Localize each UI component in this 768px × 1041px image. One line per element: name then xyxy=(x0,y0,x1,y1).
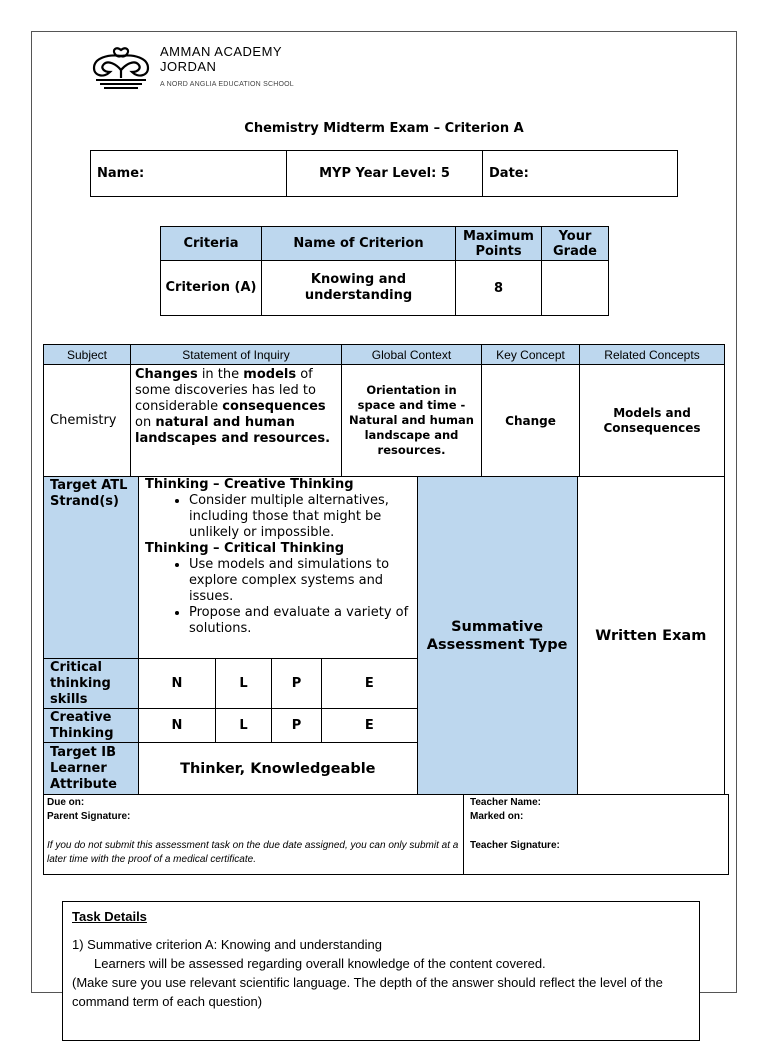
soi-consequences: consequences xyxy=(222,399,326,414)
critical-level-p[interactable]: P xyxy=(272,659,322,709)
critical-thinking-list xyxy=(145,557,411,637)
unit-table xyxy=(43,344,725,477)
exam-title: Chemistry Midterm Exam – Criterion A xyxy=(244,121,524,136)
year-level-label: MYP Year Level: 5 xyxy=(287,151,483,197)
school-name-line1: AMMAN ACADEMY xyxy=(160,44,283,59)
your-grade-header: Your Grade xyxy=(542,227,609,261)
task-line-1: 1) Summative criterion A: Knowing and understanding xyxy=(72,937,383,952)
task-line-3: (Make sure you use relevant scientific language. The depth of the answer should reflect the level of the command term of each question) xyxy=(72,975,663,1009)
marked-on-label: Marked on: xyxy=(470,811,524,822)
critical-level-l[interactable]: L xyxy=(216,659,272,709)
max-points-value: 8 xyxy=(456,261,542,316)
learner-attribute-value: Thinker, Knowledgeable xyxy=(139,743,418,795)
subject-value: Chemistry xyxy=(44,365,131,477)
soi-natural: natural and human landscapes and resources. xyxy=(135,415,331,446)
criterion-name: Knowing and understanding xyxy=(262,261,456,316)
criterion-name-header: Name of Criterion xyxy=(262,227,456,261)
student-submission-cell xyxy=(44,795,464,875)
creative-bullet-1: • Consider multiple alternatives, including those that might be unlikely or impossible. xyxy=(189,493,411,541)
atl-table xyxy=(43,476,725,795)
teacher-name-label: Teacher Name: xyxy=(470,797,541,808)
related-concepts-header: Related Concepts xyxy=(580,345,725,365)
creative-thinking-heading: Thinking – Creative Thinking xyxy=(145,477,354,492)
creative-thinking-list xyxy=(145,493,411,541)
signature-table xyxy=(43,794,729,875)
soi-models: models xyxy=(243,367,297,382)
statement-of-inquiry xyxy=(131,365,342,477)
student-info-table xyxy=(90,150,678,197)
soi-text1: in the xyxy=(197,367,244,382)
due-on-label: Due on: xyxy=(47,797,85,808)
soi-changes: Changes xyxy=(135,367,198,382)
critical-thinking-heading: Thinking – Critical Thinking xyxy=(145,541,345,556)
parent-signature-label: Parent Signature: xyxy=(47,811,131,822)
summative-assessment-label: Summative Assessment Type xyxy=(417,477,577,795)
creative-level-n[interactable]: N xyxy=(139,709,216,743)
name-field[interactable]: Name: xyxy=(91,151,287,197)
criterion-label: Criterion (A) xyxy=(161,261,262,316)
critical-bullet-1: • Use models and simulations to explore complex systems and issues. xyxy=(189,557,411,605)
school-crest-icon xyxy=(88,44,154,92)
critical-level-e[interactable]: E xyxy=(322,659,418,709)
task-details-content xyxy=(72,907,688,1011)
critical-level-n[interactable]: N xyxy=(139,659,216,709)
learner-attribute-label: Target IB Learner Attribute xyxy=(44,743,139,795)
key-concept-value: Change xyxy=(482,365,580,477)
criteria-header: Criteria xyxy=(161,227,262,261)
atl-strands-cell xyxy=(139,477,418,659)
teacher-signature-label: Teacher Signature: xyxy=(470,840,560,851)
your-grade-field[interactable] xyxy=(542,261,609,316)
critical-thinking-label: Critical thinking skills xyxy=(44,659,139,709)
subject-header: Subject xyxy=(44,345,131,365)
key-concept-header: Key Concept xyxy=(482,345,580,365)
soi-text2: of some discoveries has led to considerable xyxy=(135,367,316,414)
soi-text3: on xyxy=(135,415,156,430)
criteria-table xyxy=(160,226,609,316)
critical-bullet-2: • Propose and evaluate a variety of solutions. xyxy=(189,605,411,637)
global-context-value: Orientation in space and time - Natural and human landscape and resources. xyxy=(342,365,482,477)
summative-assessment-value: Written Exam xyxy=(577,477,724,795)
soi-header: Statement of Inquiry xyxy=(131,345,342,365)
school-tagline: A NORD ANGLIA EDUCATION SCHOOL xyxy=(160,81,294,88)
task-details-heading: Task Details xyxy=(72,909,147,924)
school-name xyxy=(160,44,282,74)
late-submission-note: If you do not submit this assessment task on the due date assigned, you can only submit at a later time with the proof of a medical certificate. xyxy=(47,840,459,865)
creative-thinking-label: Creative Thinking xyxy=(44,709,139,743)
creative-level-p[interactable]: P xyxy=(272,709,322,743)
task-line-2: Learners will be assessed regarding overall knowledge of the content covered. xyxy=(94,956,546,971)
school-name-line2: JORDAN xyxy=(160,59,217,74)
max-points-header: Maximum Points xyxy=(456,227,542,261)
creative-level-e[interactable]: E xyxy=(322,709,418,743)
target-atl-label: Target ATL Strand(s) xyxy=(44,477,139,659)
creative-level-l[interactable]: L xyxy=(216,709,272,743)
global-context-header: Global Context xyxy=(342,345,482,365)
related-concepts-value: Models and Consequences xyxy=(580,365,725,477)
date-field[interactable]: Date: xyxy=(483,151,678,197)
teacher-cell xyxy=(464,795,729,875)
